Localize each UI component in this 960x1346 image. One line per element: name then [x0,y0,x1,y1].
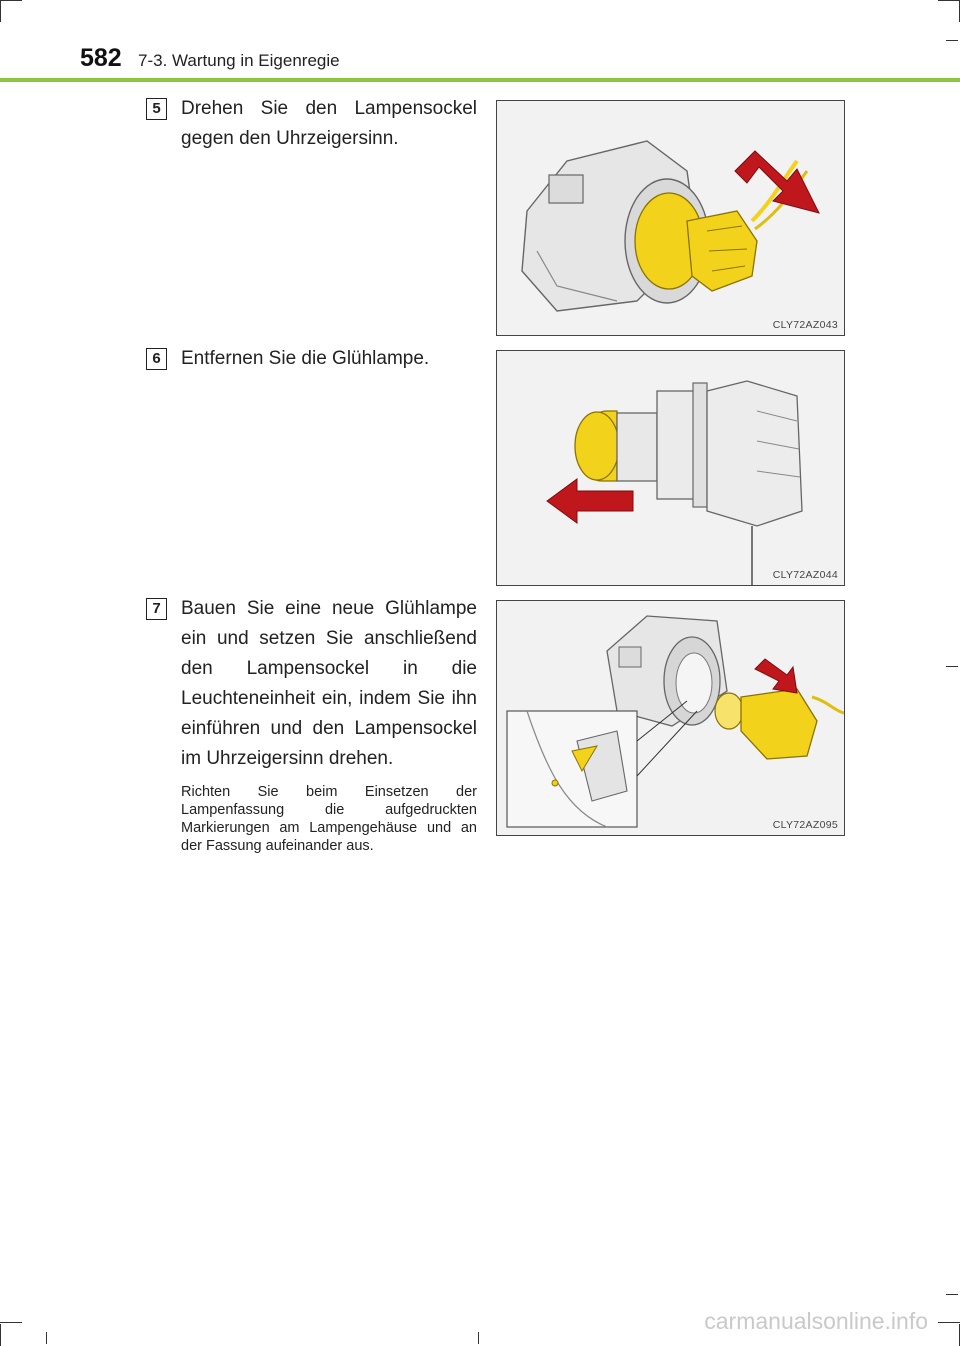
bulb-socket-rotate-illustration [497,101,844,335]
bulb-removal-illustration [497,351,844,585]
crop-mark [946,1294,958,1295]
watermark: carmanualsonline.info [704,1308,928,1334]
figure-install-bulb [496,600,845,836]
figure-rotate-socket [496,100,845,336]
crop-mark [938,0,960,1]
step-5-text: Drehen Sie den Lampensockel gegen den Uhrzeigersinn. [181,98,477,149]
step-number-6: 6 [146,348,167,370]
step-number-7: 7 [146,598,167,620]
bulb-install-illustration [497,601,844,835]
figure-code: CLY72AZ043 [772,319,838,331]
crop-mark [0,0,1,22]
crop-mark [0,0,22,1]
figure-code: CLY72AZ044 [772,569,838,581]
page-number: 582 [80,44,122,72]
step-6-text: Entfernen Sie die Glühlampe. [181,348,430,369]
crop-mark [938,1322,960,1323]
step-7-text: Bauen Sie eine neue Glühlampe ein und setzen Sie anschließend den Lampensockel in die Leuchteneinheit ein, indem Sie ihn einführen und den Lampensockel im Uhrzeigersinn drehen. [181,598,477,769]
figure-code: CLY72AZ095 [772,819,838,831]
crop-mark [46,1332,47,1344]
step-number-5: 5 [146,98,167,120]
figure-remove-bulb [496,350,845,586]
crop-mark [478,1332,479,1344]
crop-mark [946,666,958,667]
crop-mark [0,1322,22,1323]
section-title: 7-3. Wartung in Eigenregie [138,51,340,70]
step-7-note: Richten Sie beim Einsetzen der Lampenfassung die aufgedruckten Markierungen am Lampengehäuse und an der Fassung aufeinander aus. [181,784,477,854]
crop-mark [0,1324,1,1346]
crop-mark [946,40,958,41]
header-rule [0,78,960,82]
